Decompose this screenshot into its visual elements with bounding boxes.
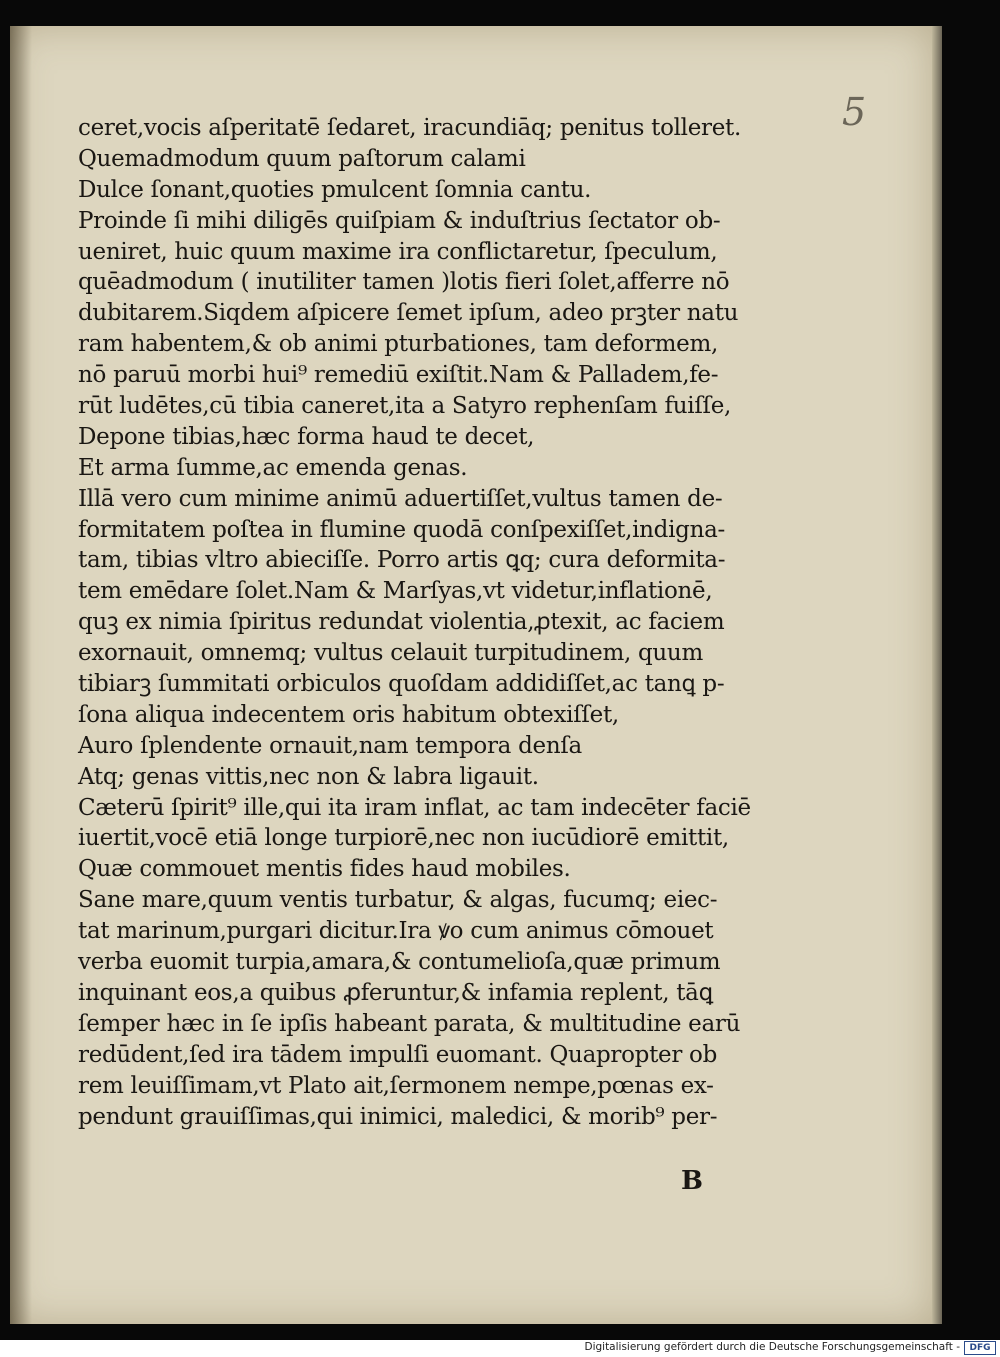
text-line: quēadmodum ( inutiliter tamen )lotis fieri ſolet,afferre nō (78, 269, 730, 296)
text-line: iuertit,vocē etiā longe turpiorē,nec non iucūdiorē emittit, (78, 825, 729, 852)
signature-mark: B (681, 1166, 703, 1196)
text-line: ſona aliqua indecentem oris habitum obtexiſſet, (78, 701, 619, 728)
text-line: Illā vero cum minime animū aduertiſſet,vultus tamen de- (78, 485, 723, 512)
text-line: Depone tibias,hæc forma haud te decet, (78, 423, 535, 450)
footer-bar (0, 1340, 1000, 1357)
text-line: Cæterū ſpirit⁹ ille,qui ita iram inflat, ac tam indecēter faciē (78, 794, 751, 821)
text-line: tat marinum,purgari dicitur.Ira ꝟo cum animus cōmouet (78, 918, 714, 945)
text-line: exornauit, omnemq; vultus celauit turpitudinem, quum (78, 640, 703, 667)
text-line: Et arma ſumme,ac emenda genas. (78, 454, 468, 481)
text-line: Quemadmodum quum paſtorum calami (78, 145, 526, 172)
text-line: rūt ludētes,cū tibia caneret,ita a Satyro rephenſam fuiſſe, (78, 393, 732, 420)
text-line: quꝫ ex nimia ſpiritus redundat violentia,ꝓtexit, ac faciem (78, 609, 725, 636)
text-line: Auro ſplendente ornauit,nam tempora denſa (78, 732, 582, 759)
text-line: redūdent,ſed ira tādem impulſi euomant. Quapropter ob (78, 1041, 717, 1068)
text-line: rem leuiſſimam,vt Plato ait,ſermonem nempe,pœnas ex- (78, 1072, 714, 1099)
text-line: ueniret, huic quum maxime ira conflictaretur, ſpeculum, (78, 238, 718, 265)
text-line: formitatem poſtea in flumine quodā conſpexiſſet,indigna- (78, 516, 725, 543)
text-line: ceret,vocis aſperitatē ſedaret, iracundiāq; penitus tolleret. (78, 115, 741, 141)
text-line: Quæ commouet mentis fides haud mobiles. (78, 856, 571, 883)
text-line: Dulce ſonant,quoties pmulcent ſomnia cantu. (78, 176, 592, 203)
text-line: verba euomit turpia,amara,& contumelioſa,quæ primum (78, 949, 721, 976)
text-line: pendunt grauiſſimas,qui inimici, maledici, & morib⁹ per- (78, 1103, 718, 1130)
text-line: Proinde ſi mihi diligēs quiſpiam & induſtrius ſectator ob- (78, 207, 721, 234)
text-block (78, 113, 848, 1132)
text-line: tem emēdare ſolet.Nam & Marſyas,vt videtur,inflationē, (78, 578, 713, 605)
footer-credit: Digitalisierung gefördert durch die Deutsche Forschungsgemeinschaft - (584, 1341, 960, 1353)
text-line: ram habentem,& ob animi pturbationes, tam deformem, (78, 331, 719, 358)
text-line: Sane mare,quum ventis turbatur, & algas, fucumq; eiec- (78, 887, 718, 914)
text-line: inquinant eos,a quibus ꝓferuntur,& infamia replent, tāꝗ (78, 979, 713, 1006)
dfg-logo[interactable]: DFG (964, 1341, 996, 1355)
page-edge (932, 26, 942, 1324)
spine-shadow (10, 26, 32, 1324)
text-line: tam, tibias vltro abieciſſe. Porro artis ꝗq; cura deformita- (78, 547, 726, 574)
text-line: nō paruū morbi hui⁹ remediū exiſtit.Nam & Palladem,fe- (78, 362, 719, 389)
text-line: tibiarꝫ ſummitati orbiculos quoſdam addidiſſet,ac tanꝗ p- (78, 671, 725, 698)
text-line: Atq; genas vittis,nec non & labra ligauit. (78, 763, 539, 790)
text-line: dubitarem.Siqdem aſpicere ſemet ipſum, adeo prꝫter natu (78, 300, 739, 327)
text-line: ſemper hæc in ſe ipſis habeant parata, & multitudine earū (78, 1010, 741, 1037)
folio-number: 5 (842, 90, 867, 134)
